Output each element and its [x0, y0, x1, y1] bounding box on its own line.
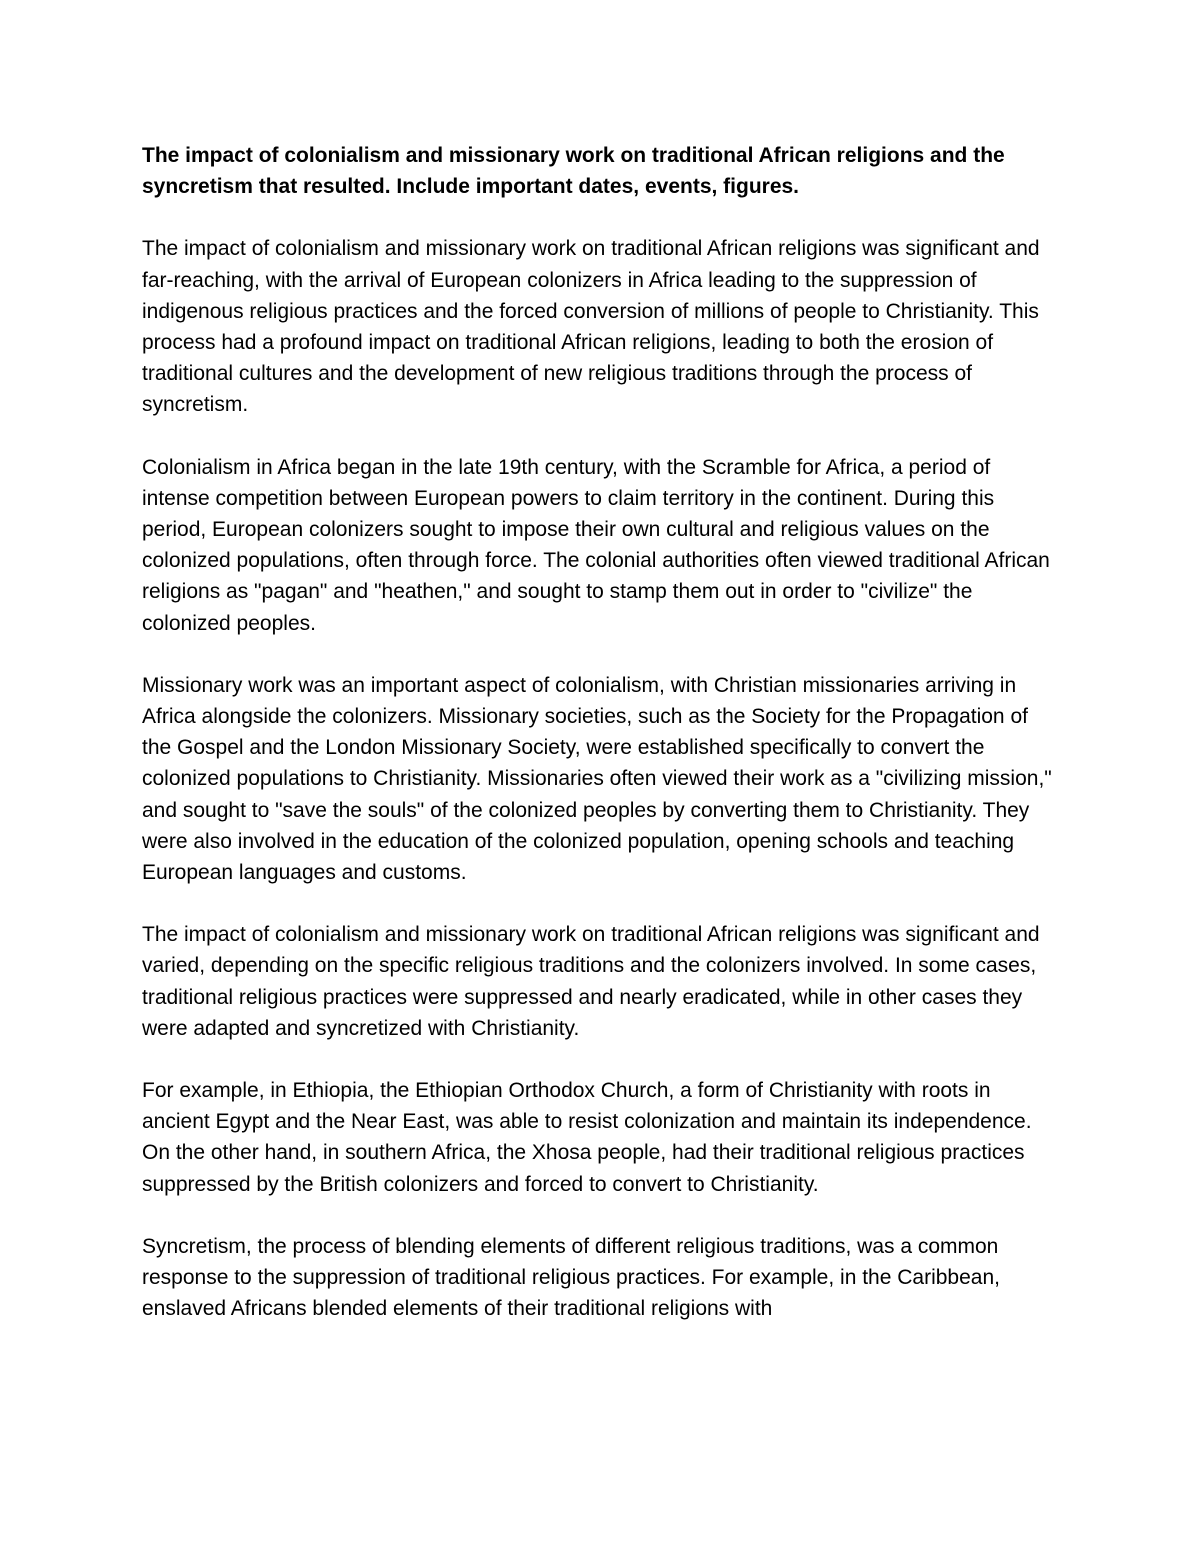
paragraph: Colonialism in Africa began in the late 19th century, with the Scramble for Africa, a period of intense competition between European powers to claim territory in the continent. During this period, European colonizers sought to impose their own cultural and religious values on the colonized populations, often through force. The colonial authorities often viewed traditional African religions as "pagan" and "heathen," and sought to stamp them out in order to "civilize" the colonized peoples.	[142, 455, 1050, 635]
paragraph: The impact of colonialism and missionary work on traditional African religions was significant and far-reaching, with the arrival of European colonizers in Africa leading to the suppression of indigenous religious practices and the forced conversion of millions of people to Christianity. This process had a profound impact on traditional African religions, leading to both the erosion of traditional cultures and the development of new religious traditions through the process of syncretism.	[142, 237, 1040, 417]
document-heading: The impact of colonialism and missionary work on traditional African religions and the syncretism that resulted. Include important dates, events, figures.	[142, 144, 1005, 199]
paragraph: Syncretism, the process of blending elements of different religious traditions, was a common response to the suppression of traditional religious practices. For example, in the Caribbean, enslaved Africans blended elements of their traditional religions with	[142, 1234, 1000, 1321]
document-body	[142, 140, 1062, 1356]
paragraph: Missionary work was an important aspect of colonialism, with Christian missionaries arriving in Africa alongside the colonizers. Missionary societies, such as the Society for the Propagation of the Gospel and the London Missionary Society, were established specifically to convert the colonized populations to Christianity. Missionaries often viewed their work as a "civilizing mission," and sought to "save the souls" of the colonized peoples by converting them to Christianity. They were also involved in the education of the colonized population, opening schools and teaching European languages and customs.	[142, 673, 1052, 885]
paragraph: The impact of colonialism and missionary work on traditional African religions was significant and varied, depending on the specific religious traditions and the colonizers involved. In some cases, traditional religious practices were suppressed and nearly eradicated, while in other cases they were adapted and syncretized with Christianity.	[142, 923, 1040, 1040]
paragraph: For example, in Ethiopia, the Ethiopian Orthodox Church, a form of Christianity with roots in ancient Egypt and the Near East, was able to resist colonization and maintain its independence. On the other hand, in southern Africa, the Xhosa people, had their traditional religious practices suppressed by the British colonizers and forced to convert to Christianity.	[142, 1079, 1032, 1196]
